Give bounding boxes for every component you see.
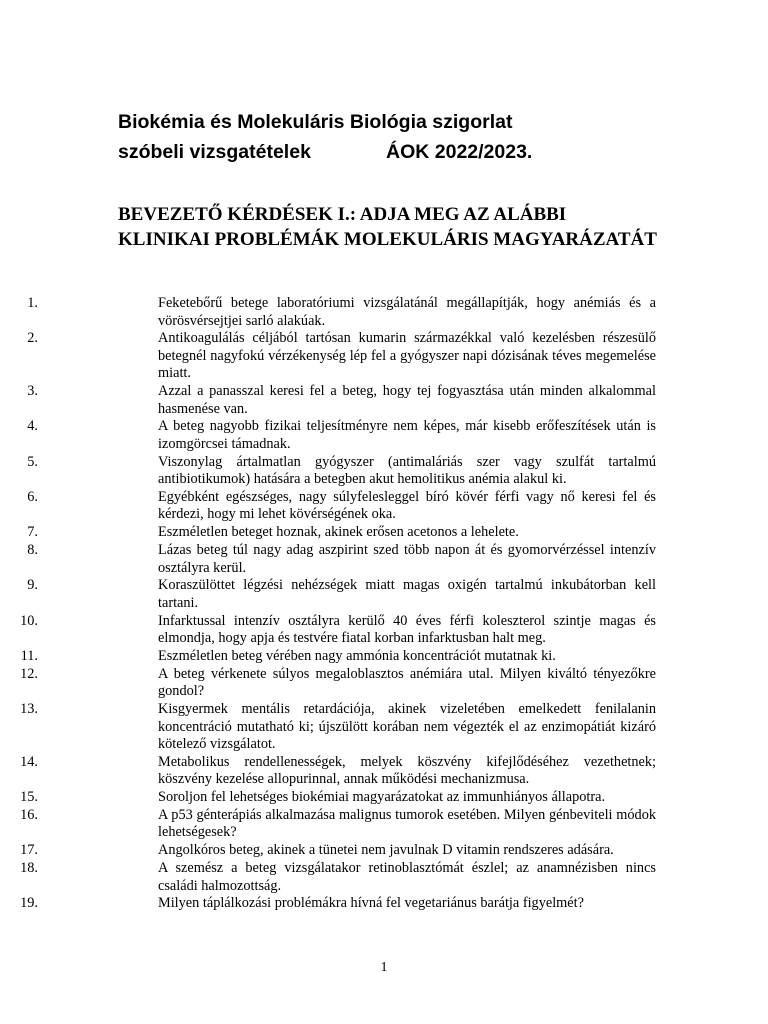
question-text: Koraszülöttet légzési nehézségek miatt magas oxigén tartalmú inkubátorban kell tartani. xyxy=(158,577,656,611)
question-item xyxy=(0,842,656,860)
question-number: 8. xyxy=(27,542,38,559)
question-item xyxy=(0,860,656,895)
title-line-1: Biokémia és Molekuláris Biológia szigorlat xyxy=(118,111,513,133)
question-number: 1. xyxy=(27,295,38,311)
title-subtitle: szóbeli vizsgatételek xyxy=(118,141,311,163)
title-line-2 xyxy=(118,137,678,167)
question-item xyxy=(0,418,656,453)
question-number: 16. xyxy=(20,806,38,823)
question-item xyxy=(0,295,656,330)
question-number: 4. xyxy=(27,418,38,435)
question-text: A beteg vérkenete súlyos megaloblasztos anémiára utal. Milyen kiváltó tényezőkre gondol? xyxy=(158,665,656,700)
question-item xyxy=(0,577,656,612)
question-number: 19. xyxy=(20,895,38,912)
question-text: Azzal a panasszal keresi fel a beteg, hogy tej fogyasztása után minden alkalommal hasmenése van. xyxy=(158,383,656,417)
question-item xyxy=(0,754,656,789)
question-text: Egyébként egészséges, nagy súlyfelesleggel bíró kövér férfi vagy nő keresi fel és kérdezi, hogy mi lehet kövérségének oka. xyxy=(158,488,656,523)
question-text: A p53 génterápiás alkalmazása malignus tumorok esetében. Milyen génbeviteli módok lehetségesek? xyxy=(158,806,656,841)
title-course-year: ÁOK 2022/2023. xyxy=(386,141,533,163)
page-number: 1 xyxy=(380,960,388,975)
question-text: Eszméletlen beteg vérében nagy ammónia koncentrációt mutatnak ki. xyxy=(158,647,556,664)
question-number: 2. xyxy=(27,330,38,347)
question-text: Viszonylag ártalmatlan gyógyszer (antimaláriás szer vagy szulfát tartalmú antibiotikumok) hatására a betegben akut hemolitikus anémia alakul ki. xyxy=(158,453,656,488)
question-number: 13. xyxy=(20,701,38,718)
question-number: 5. xyxy=(27,453,38,470)
question-number: 17. xyxy=(20,842,38,859)
question-text: Antikoagulálás céljából tartósan kumarin származékkal való kezelésben részesülő betegnél nagyfokú vérzékenység lép fel a gyógyszer napi dózisának téves megemelése miatt. xyxy=(158,330,656,382)
question-item xyxy=(0,895,656,913)
document-title xyxy=(118,107,678,167)
question-text: Soroljon fel lehetséges biokémiai magyarázatokat az immunhiányos állapotra. xyxy=(158,789,606,806)
question-text: Kisgyermek mentális retardációja, akinek vizeletében emelkedett fenilalanin koncentráció mutatható ki; újszülött korában nem végezték el az enzimopátiát kizáró kötelező vizsgálatot. xyxy=(158,701,656,753)
question-number: 11. xyxy=(20,647,38,664)
question-item xyxy=(0,330,656,383)
question-text: Eszméletlen beteget hoznak, akinek erősen acetonos a lehelete. xyxy=(158,524,519,541)
question-text: A beteg nagyobb fizikai teljesítményre nem képes, már kisebb erőfeszítések után is izomgörcsei támadnak. xyxy=(158,418,656,452)
question-item xyxy=(0,489,656,524)
question-text: Angolkóros beteg, akinek a tünetei nem javulnak D vitamin rendszeres adására. xyxy=(158,842,614,859)
question-number: 7. xyxy=(27,524,38,541)
question-item xyxy=(0,383,656,418)
question-number: 15. xyxy=(20,789,38,806)
question-list xyxy=(0,295,768,913)
question-item xyxy=(0,613,656,648)
question-text: Infarktussal intenzív osztályra kerülő 40 éves férfi koleszterol szintje magas és elmondja, hogy apja és testvére fiatal korban infarktusban halt meg. xyxy=(158,612,656,647)
question-item xyxy=(0,807,656,842)
question-text: Metabolikus rendellenességek, melyek köszvény kifejlődéséhez vezethetnek; köszvény kezelése allopurinnal, annak működési mechanizmusa. xyxy=(158,753,656,788)
question-number: 6. xyxy=(27,488,38,505)
question-number: 18. xyxy=(20,860,38,877)
question-item xyxy=(0,648,656,666)
question-item xyxy=(0,666,656,701)
question-item xyxy=(0,701,656,754)
question-item xyxy=(0,789,656,807)
question-text: Milyen táplálkozási problémákra hívná fel vegetariánus barátja figyelmét? xyxy=(158,895,584,912)
question-number: 12. xyxy=(20,665,38,682)
question-text: Lázas beteg túl nagy adag aszpirint szed több napon át és gyomorvérzéssel intenzív osztályra kerül. xyxy=(158,542,656,576)
question-item xyxy=(0,542,656,577)
question-text: A szemész a beteg vizsgálatakor retinoblasztómát észlel; az anamnézisben nincs családi halmozottság. xyxy=(158,860,656,894)
section-heading: BEVEZETŐ KÉRDÉSEK I.: ADJA MEG AZ ALÁBBI KLINIKAI PROBLÉMÁK MOLEKULÁRIS MAGYARÁZATÁT xyxy=(118,204,657,250)
question-number: 14. xyxy=(20,753,38,770)
question-number: 3. xyxy=(27,383,38,400)
question-number: 10. xyxy=(20,612,38,629)
question-number: 9. xyxy=(27,577,38,594)
question-item xyxy=(0,454,656,489)
question-item xyxy=(0,524,656,542)
question-text: Feketebőrű betege laboratóriumi vizsgálatánál megállapítják, hogy anémiás és a vörösvérsejtjei sarló alakúak. xyxy=(158,295,656,329)
